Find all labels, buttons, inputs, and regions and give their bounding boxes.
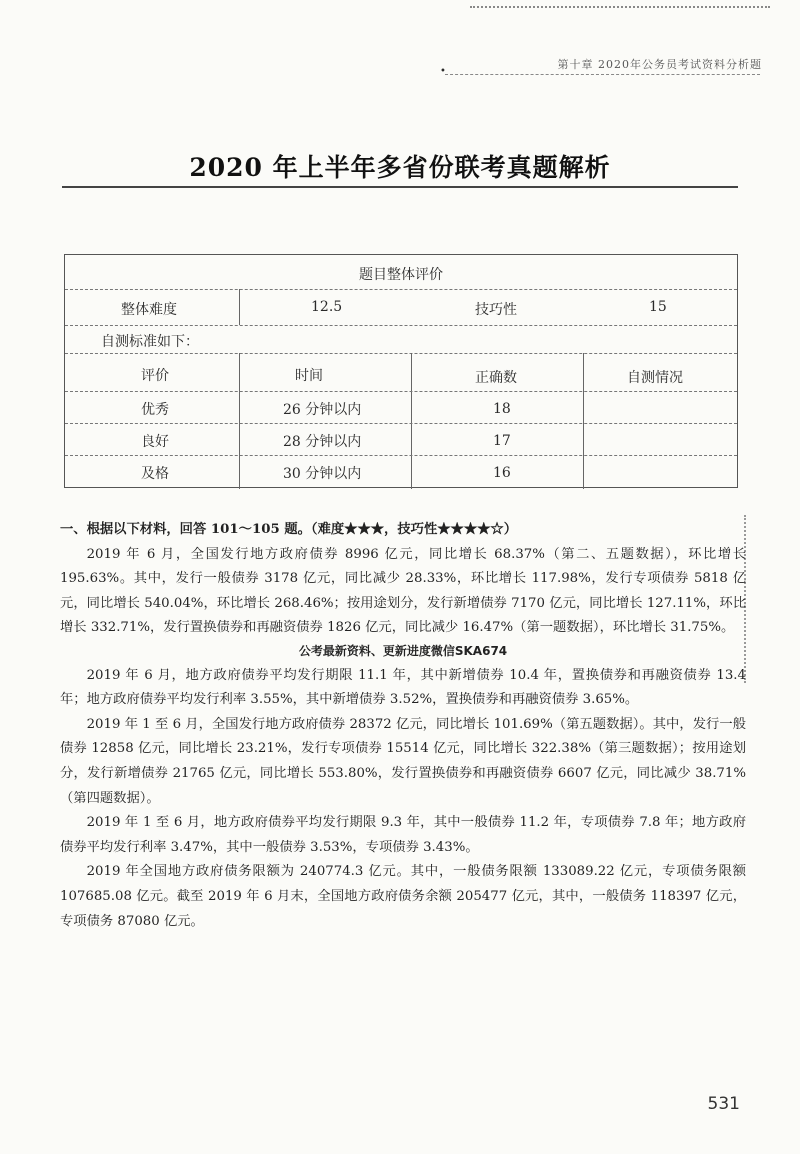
header-rule (445, 74, 760, 75)
header-grade: 评价 (141, 368, 169, 384)
difficulty-value: 12.5 (311, 299, 343, 315)
header-correct: 正确数 (475, 370, 517, 386)
table-divider (583, 353, 584, 489)
page-title: 2020 年上半年多省份联考真题解析 (189, 153, 611, 182)
paragraph: 2019 年 1 至 6 月，全国发行地方政府债券 28372 亿元，同比增长 101.69%（第五题数据）。其中，发行一般债券 12858 亿元，同比增长 23.21%，发行专项债券 15514 亿元，同比增长 322.38%（第三题数据）；按用途划分，发行新增债券 21765 亿元，同比增长 553.80%，发行置换债券和再融资债券 6607 亿元，同比减少 38.71%（第四题数据）。 (60, 716, 746, 806)
top-dotted-border (470, 6, 770, 10)
header-self-test: 自测情况 (627, 370, 683, 386)
paragraph: 2019 年 6 月，全国发行地方政府债券 8996 亿元，同比增长 68.37%（第二、五题数据），环比增长 195.63%。其中，发行一般债券 3178 亿元，同比减少 28.33%，环比增长 117.98%，发行专项债券 5818 亿元，同比增长 540.04%，环比增长 268.46%；按用途划分，发行新增债券 7170 亿元，同比增长 127.11%，环比增长 332.71%，发行置换债券和再融资债券 1826 亿元，同比减少 16.47%（第一题数据），环比增长 31.75%。 (60, 546, 746, 636)
evaluation-table (64, 254, 738, 488)
table-divider (65, 391, 737, 392)
row-time: 26 分钟以内 (283, 402, 362, 418)
row-correct: 16 (493, 465, 511, 481)
paragraph: 2019 年 6 月，地方政府债券平均发行期限 11.1 年，其中新增债券 10.4 年，置换债券和再融资债券 13.4 年；地方政府债券平均发行利率 3.55%，其中新增债券 3.52%，置换债券和再融资债券 3.65%。 (60, 667, 746, 708)
table-divider (65, 423, 737, 424)
table-divider (65, 455, 737, 456)
row-grade: 及格 (141, 466, 169, 482)
paragraph: 2019 年全国地方政府债务限额为 240774.3 亿元。其中，一般债务限额 133089.22 亿元，专项债务限额 107685.08 亿元。截至 2019 年 6 月末，全国地方政府债务余额 205477 亿元，其中，一般债务 118397 亿元，专项债务 87080 亿元。 (60, 864, 746, 929)
question-line: 一、根据以下材料，回答 101～105 题。（难度★★★，技巧性★★★★☆） (60, 522, 518, 537)
table-divider (239, 353, 240, 489)
row-grade: 良好 (141, 434, 169, 450)
table-divider (65, 289, 737, 290)
table-divider (239, 289, 240, 325)
difficulty-label: 整体难度 (121, 302, 177, 318)
standard-label: 自测标准如下： (101, 334, 199, 350)
header-bullet: • (440, 66, 446, 77)
row-time: 28 分钟以内 (283, 434, 362, 450)
table-divider (65, 325, 737, 326)
watermark-ad: 公考最新资料、更新进度微信SKA674 (298, 643, 508, 658)
skill-value: 15 (649, 299, 667, 315)
running-header: 第十章 2020年公务员考试资料分析题 (557, 58, 762, 71)
row-time: 30 分钟以内 (283, 466, 362, 482)
row-grade: 优秀 (141, 402, 169, 418)
table-caption: 题目整体评价 (359, 267, 443, 283)
skill-label: 技巧性 (475, 302, 517, 318)
paragraph: 2019 年 1 至 6 月，地方政府债券平均发行期限 9.3 年，其中一般债券 11.2 年，专项债券 7.8 年；地方政府债券平均发行利率 3.47%，其中一般债券 3.53%，专项债券 3.43%。 (60, 815, 746, 855)
row-correct: 18 (493, 401, 511, 417)
table-divider (65, 353, 737, 354)
title-rule (62, 186, 738, 188)
page-number: 531 (707, 1094, 740, 1114)
table-divider (411, 353, 412, 489)
material-body (60, 518, 746, 934)
row-correct: 17 (493, 433, 511, 449)
header-time: 时间 (295, 368, 323, 384)
